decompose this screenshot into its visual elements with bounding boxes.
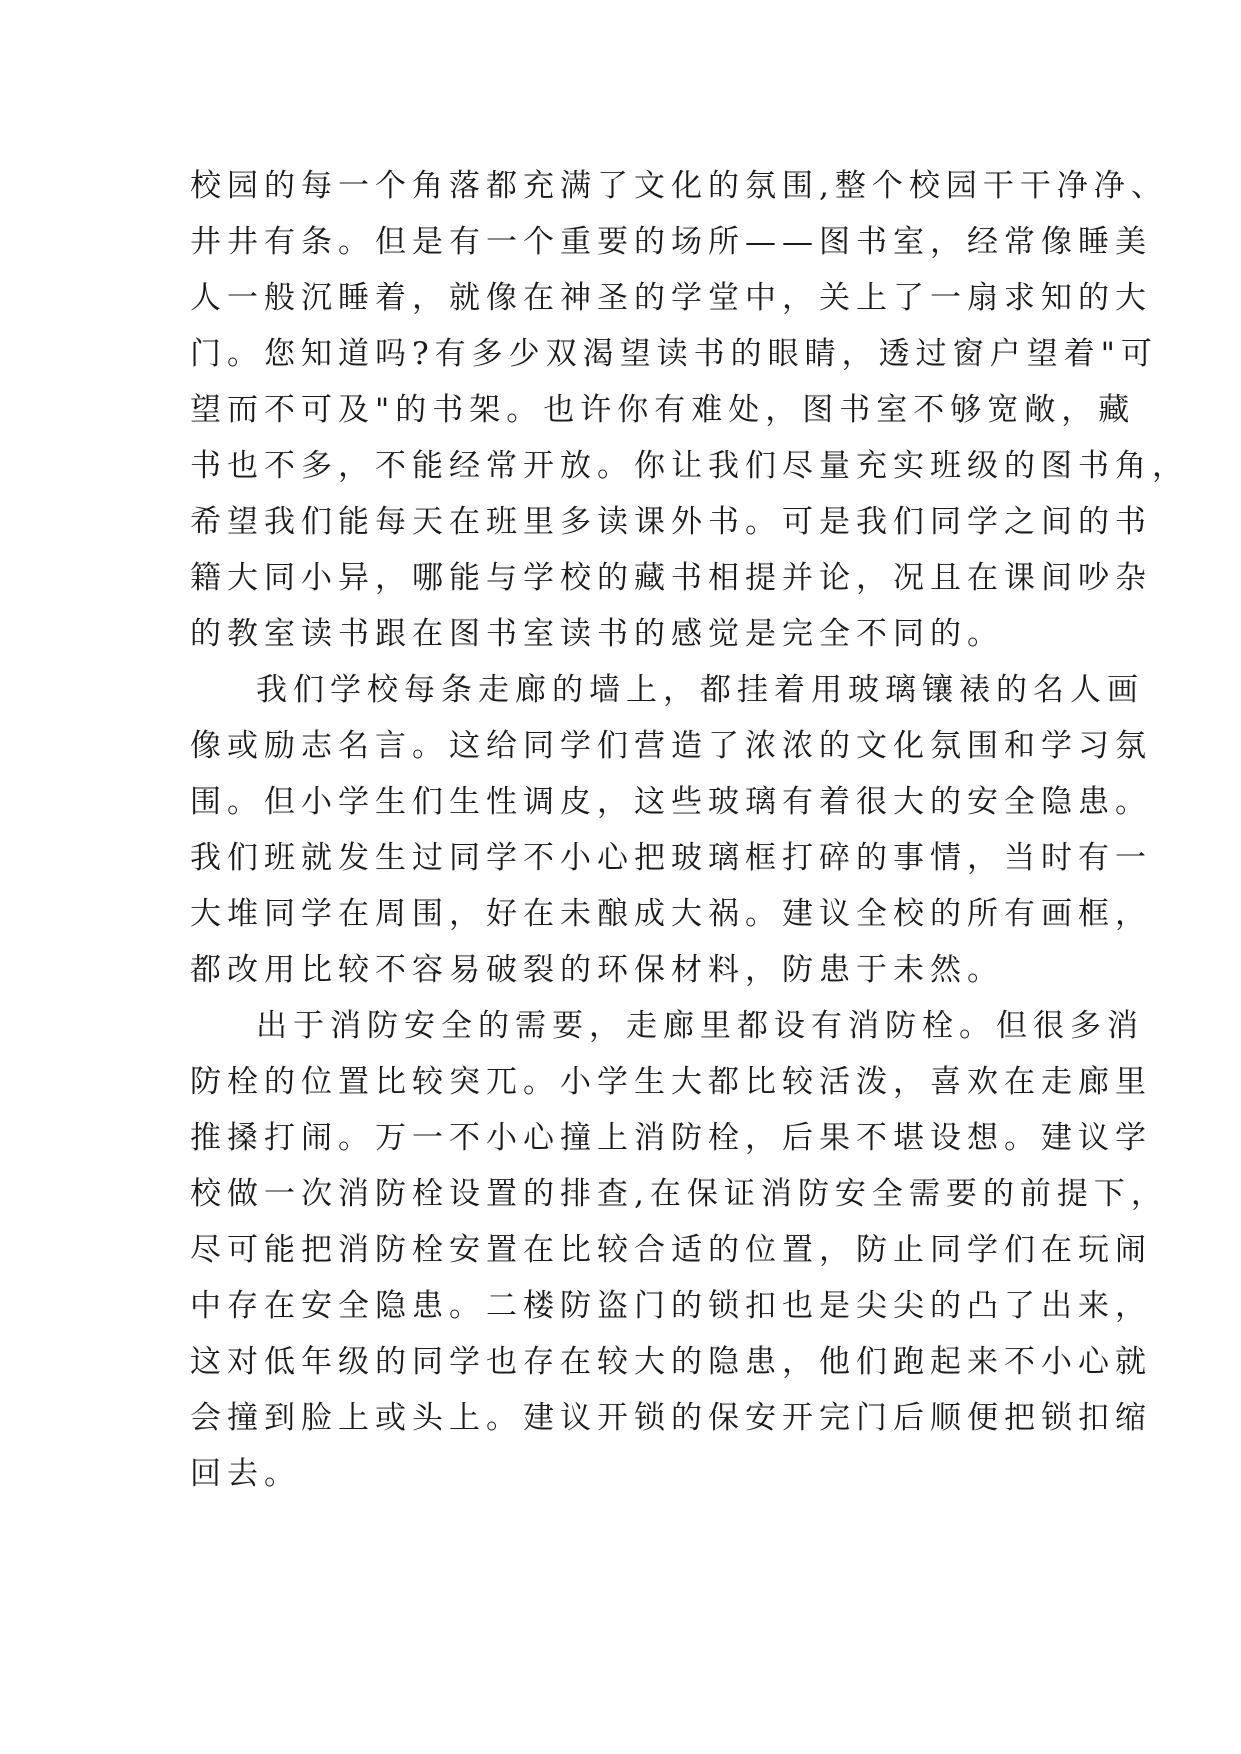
text-line: 书也不多，不能经常开放。你让我们尽量充实班级的图书角， — [190, 448, 1189, 484]
text-line: 希望我们能每天在班里多读课外书。可是我们同学之间的书 — [190, 504, 1152, 540]
text-line: 的教室读书跟在图书室读书的感觉是完全不同的。 — [190, 616, 1004, 652]
paragraph-start-line: 出于消防安全的需要，走廊里都设有消防栓。但很多消 — [256, 1008, 1144, 1044]
text-line: 籍大同小异，哪能与学校的藏书相提并论，况且在课间吵杂 — [190, 560, 1152, 596]
text-line: 推搡打闹。万一不小心撞上消防栓，后果不堪设想。建议学 — [190, 1120, 1152, 1156]
text-line: 校做一次消防栓设置的排查,在保证消防安全需要的前提下， — [190, 1176, 1168, 1212]
text-line: 都改用比较不容易破裂的环保材料，防患于未然。 — [190, 952, 1004, 988]
text-line: 我们班就发生过同学不小心把玻璃框打碎的事情，当时有一 — [190, 840, 1152, 876]
document-body — [190, 158, 1189, 1502]
text-line: 这对低年级的同学也存在较大的隐患，他们跑起来不小心就 — [190, 1344, 1152, 1380]
text-line: 望而不可及"的书架。也许你有难处，图书室不够宽敞，藏 — [190, 392, 1136, 428]
text-line: 尽可能把消防栓安置在比较合适的位置，防止同学们在玩闹 — [190, 1232, 1152, 1268]
text-line: 人一般沉睡着，就像在神圣的学堂中，关上了一扇求知的大 — [190, 280, 1152, 316]
text-line: 会撞到脸上或头上。建议开锁的保安开完门后顺便把锁扣缩 — [190, 1400, 1152, 1436]
text-line: 校园的每一个角落都充满了文化的氛围,整个校园干干净净、 — [190, 168, 1168, 204]
text-line: 回去。 — [190, 1456, 301, 1492]
text-line: 防栓的位置比较突兀。小学生大都比较活泼，喜欢在走廊里 — [190, 1064, 1152, 1100]
paragraph-start-line: 我们学校每条走廊的墙上，都挂着用玻璃镶裱的名人画 — [256, 672, 1144, 708]
text-line: 围。但小学生们生性调皮，这些玻璃有着很大的安全隐患。 — [190, 784, 1152, 820]
text-line: 井井有条。但是有一个重要的场所——图书室，经常像睡美 — [190, 224, 1152, 260]
text-line: 门。您知道吗?有多少双渴望读书的眼睛，透过窗户望着"可 — [190, 336, 1158, 372]
text-line: 大堆同学在周围，好在未酿成大祸。建议全校的所有画框， — [190, 896, 1152, 932]
text-line: 像或励志名言。这给同学们营造了浓浓的文化氛围和学习氛 — [190, 728, 1152, 764]
text-line: 中存在安全隐患。二楼防盗门的锁扣也是尖尖的凸了出来， — [190, 1288, 1152, 1324]
